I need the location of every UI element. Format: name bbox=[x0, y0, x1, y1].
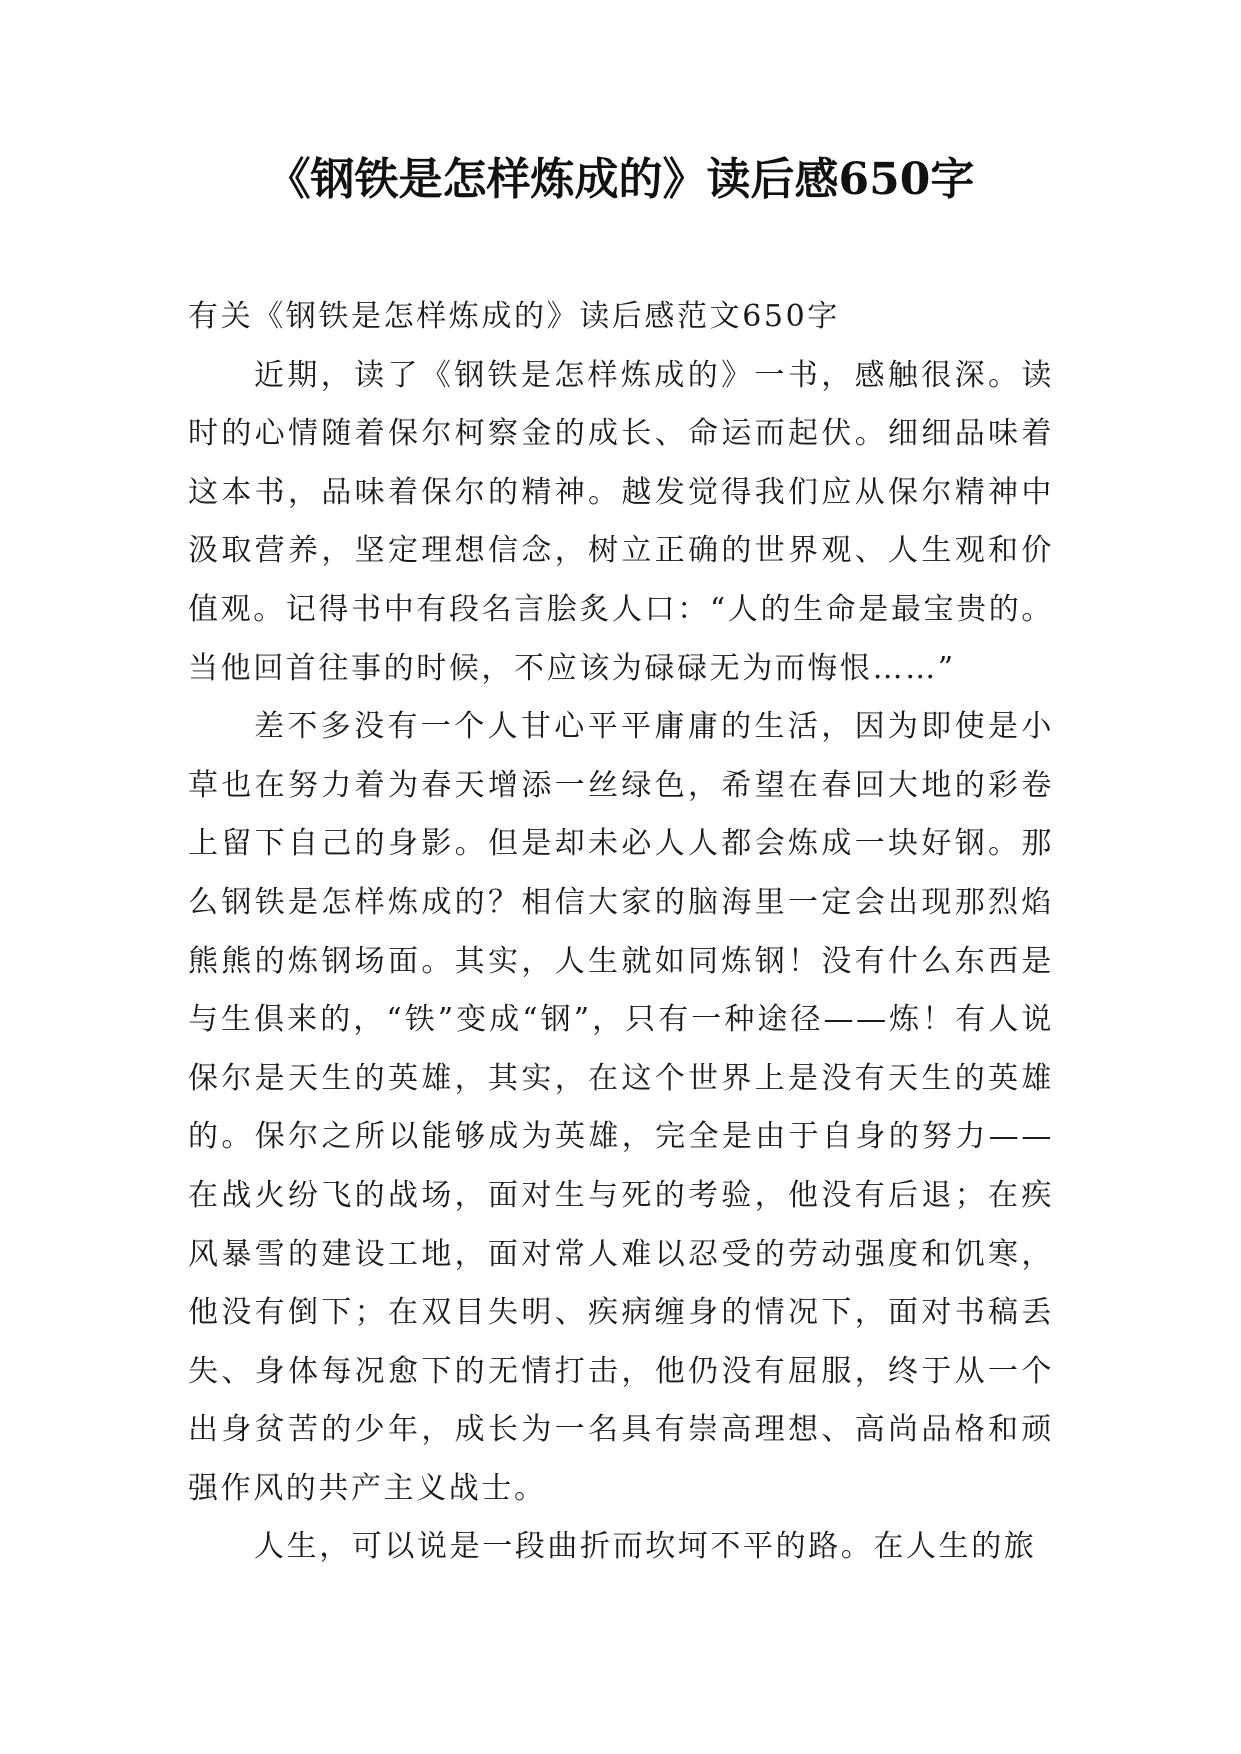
paragraph: 人生，可以说是一段曲折而坎坷不平的路。在人生的旅 bbox=[254, 1529, 1037, 1565]
paragraph: 近期，读了《钢铁是怎样炼成的》一书，感触很深。读时的心情随着保尔柯察金的成长、命运而起伏。细细品味着这本书，品味着保尔的精神。越发觉得我们应从保尔精神中汲取营养，坚定理想信念，树立正确的世界观、人生观和价值观。记得书中有段名言脍炙人口：“人的生命是最宝贵的。当他回首往事的时候，不应该为碌碌无为而悔恨……” bbox=[188, 357, 1054, 686]
paragraph: 差不多没有一个人甘心平平庸庸的生活，因为即使是小草也在努力着为春天增添一丝绿色，希望在春回大地的彩卷上留下自己的身影。但是却未必人人都会炼成一块好钢。那么钢铁是怎样炼成的？相信大家的脑海里一定会出现那烈焰熊熊的炼钢场面。其实，人生就如同炼钢！没有什么东西是与生俱来的，“铁”变成“钢”，只有一种途径——炼！有人说保尔是天生的英雄，其实，在这个世界上是没有天生的英雄的。保尔之所以能够成为英雄，完全是由于自身的努力——在战火纷飞的战场，面对生与死的考验，他没有后退；在疾风暴雪的建设工地，面对常人难以忍受的劳动强度和饥寒，他没有倒下；在双目失明、疾病缠身的情况下，面对书稿丢失、身体每况愈下的无情打击，他仍没有屈服，终于从一个出身贫苦的少年，成长为一名具有崇高理想、高尚品格和顽强作风的共产主义战士。 bbox=[188, 709, 1054, 1506]
subtitle-line: 有关《钢铁是怎样炼成的》读后感范文650字 bbox=[188, 299, 840, 334]
document-body bbox=[188, 288, 1054, 1577]
document-title: 《钢铁是怎样炼成的》读后感650字 bbox=[266, 154, 975, 205]
